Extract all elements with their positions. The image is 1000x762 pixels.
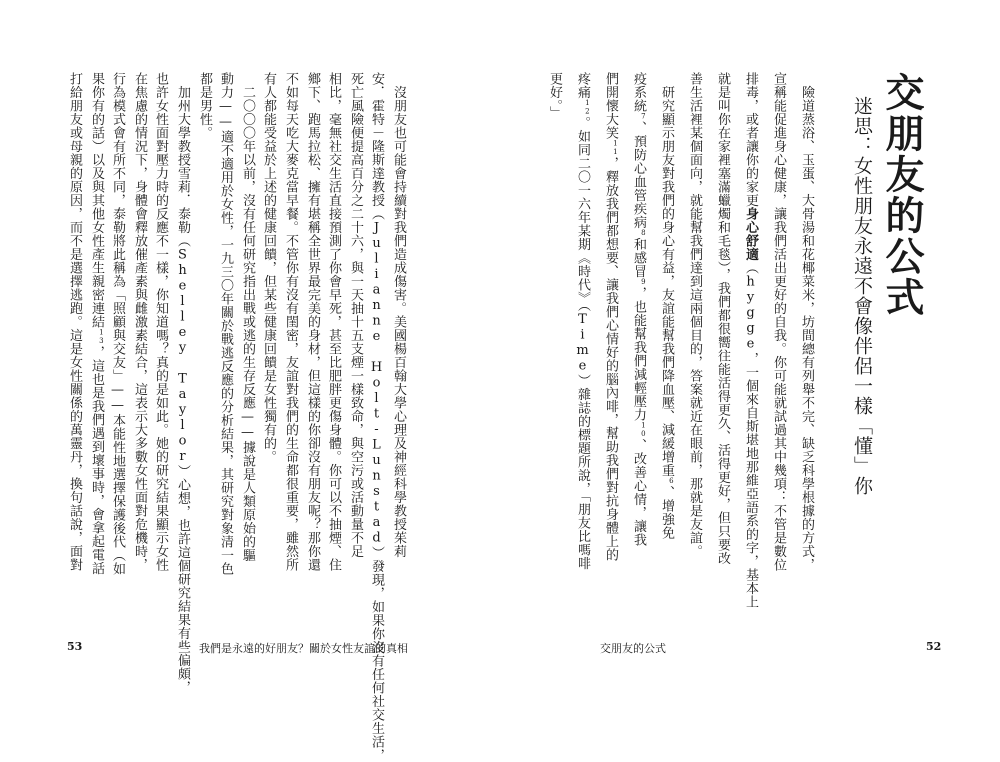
text-line: 就是叫你在家裡塞滿蠟燭和毛毯），我們都很嚮往能活得更久、活得更好，但只要改 bbox=[715, 72, 730, 565]
text-line: 更好。」 bbox=[547, 72, 562, 120]
footnote-ref: 8 bbox=[639, 229, 648, 238]
text-line: 不如每天吃大麥克當早餐。不管你有沒有閨密，友誼對我們的生命都很重要，雖然所 bbox=[283, 72, 298, 572]
text-line: 二〇〇〇年以前，沒有任何研究指出戰或逃的生存反應——據說是人類原始的驅 bbox=[240, 72, 255, 562]
footnote-ref: 11 bbox=[611, 139, 620, 157]
footnote-ref: 10 bbox=[639, 421, 648, 439]
text-line: 果你有的話）以及與其他女性產生親密連結$^{13}$，這也是我們遇到壞事時，會拿起電話 bbox=[89, 72, 106, 575]
text-line: 沒朋友也可能會持續對我們造成傷害。美國楊百翰大學心理及神經科學教授茱莉 bbox=[391, 72, 406, 558]
text-line: 安．霍特－隆斯達教授（Julianne Holt-Lunstad）發現，如果你沒有任何社交生活， bbox=[369, 72, 384, 762]
text-line: 行為模式會有所不同，泰勒將此稱為「照顧與交友」——本能性地選擇保護後代（如 bbox=[110, 72, 125, 576]
footnote-ref: 9 bbox=[639, 278, 648, 287]
running-footer: 我們是永遠的好朋友？關於女性友誼的真相 bbox=[199, 642, 408, 655]
page-number: 53 bbox=[67, 640, 83, 653]
text-line: 都是男性。 bbox=[197, 72, 212, 140]
bold-term: 身心舒適 bbox=[743, 207, 758, 261]
text-line: 加州大學教授雪莉．泰勒（Shelley Taylor）心想，也許這個研究結果有些偏頗， bbox=[175, 72, 190, 694]
footnote-ref: 7 bbox=[639, 112, 648, 121]
text-line: 打給朋友或母親的原因，而不是選擇逃跑。這是女性關係的萬靈丹，換句話說，面對 bbox=[67, 72, 82, 572]
text-line: 也許女性面對壓力時的反應不一樣，你知道嗎？真的是如此。她的研究結果顯示女性 bbox=[153, 72, 168, 572]
text-line: 研究顯示朋友對我們的身心有益，友誼能幫我們降血壓、減緩增重$^6$、增強免 bbox=[659, 72, 676, 540]
text-line: 鄉下、跑馬拉松、擁有堪稱全世界最完美的身材，但這樣的你卻沒有朋友呢？那你還 bbox=[305, 72, 320, 572]
text-line: 死亡風險便提高百分之二十六，與一天抽十五支煙一樣致命，與空污或活動量不足 bbox=[348, 72, 363, 558]
text-line: 險道蒸浴、玉蛋、大骨湯和花椰菜米，坊間總有列舉不完、缺乏科學根據的方式， bbox=[799, 72, 814, 572]
running-footer: 交朋友的公式 bbox=[600, 642, 666, 655]
text-line: 宣稱能促進身心健康，讓我們活出更好的自我。你可能就試過其中幾項：不管是數位 bbox=[771, 72, 786, 572]
text-line: 善生活裡某個面向，就能幫我們達到這兩個目的，答案就近在眼前，那就是友誼。 bbox=[687, 72, 702, 558]
text-line: 疼痛$^{12}$。如同二〇一六年某期《時代》（Time）雜誌的標題所說，「朋友比嗎啡 bbox=[575, 72, 592, 570]
text-line: 有人都能受益於上述的健康回饋，但某些健康回饋是女性獨有的。 bbox=[261, 72, 276, 464]
page-number: 52 bbox=[926, 640, 942, 653]
text-line: 動力——適不適用於女性，一九三〇年關於戰逃反應的分析結果，其研究對象清一色 bbox=[218, 72, 233, 576]
text-line: 在焦慮的情況下，身體會釋放催產素與雌激素結合，這表示大多數女性面對危機時， bbox=[132, 72, 147, 572]
footnote-ref: 12 bbox=[583, 99, 592, 116]
text-line: 疫系統$^7$、預防心血管疾病$^8$和感冒$^9$，也能幫我們減輕壓力$^{10}$、改善心情，讓我 bbox=[631, 72, 648, 547]
text-line: 相比，毫無社交生活直接預測了你會早死，甚至比肥胖更傷身體。你可以不抽煙、住 bbox=[326, 72, 341, 572]
chapter-subtitle: 迷思：女性朋友永遠不會像伴侶一樣「懂」你 bbox=[851, 96, 873, 496]
footnote-ref: 13 bbox=[97, 328, 106, 346]
text-line: 們開懷大笑$^{11}$，釋放我們都想要、讓我們心情好的腦內啡，幫助我們對抗身體上的 bbox=[603, 72, 620, 562]
footnote-ref: 6 bbox=[667, 477, 676, 486]
chapter-title: 交朋友的公式 bbox=[879, 72, 924, 318]
text-line: 排毒，或者讓你的家更身心舒適（hygge，一個來自斯堪地那維亞語系的字，基本上 bbox=[743, 72, 758, 609]
